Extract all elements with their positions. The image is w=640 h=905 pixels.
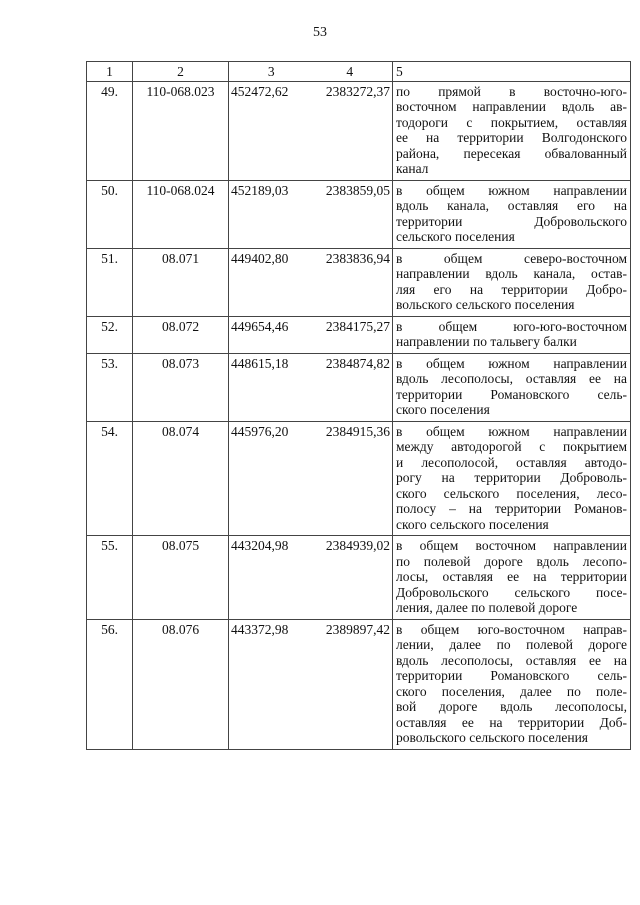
coordinate-x: 449402,80 bbox=[231, 250, 289, 266]
description-line: лении, далее по полевой дороге bbox=[396, 637, 627, 652]
row-number: 53. bbox=[87, 353, 133, 421]
coordinate-y: 2384915,36 bbox=[325, 423, 390, 439]
description-line: восточном направлении вдоль ав- bbox=[396, 99, 627, 114]
boundary-description bbox=[393, 180, 631, 248]
description-line: между автодорогой с покрытием bbox=[396, 439, 627, 454]
description-line: в общем северо-восточном bbox=[396, 250, 627, 266]
description-line: рогу на территории Доброволь- bbox=[396, 470, 627, 485]
table-row bbox=[87, 180, 631, 248]
coordinate-x: 448615,18 bbox=[231, 355, 289, 371]
header-col-5: 5 bbox=[393, 62, 631, 82]
coordinate-y: 2389897,42 bbox=[325, 621, 390, 637]
coordinates-cell bbox=[229, 353, 393, 421]
header-col-4: 4 bbox=[346, 64, 354, 79]
point-id: 08.071 bbox=[133, 248, 229, 316]
coordinates-cell bbox=[229, 81, 393, 180]
description-line: ления, далее по полевой дороге bbox=[396, 600, 578, 615]
row-number: 54. bbox=[87, 421, 133, 536]
description-line: в общем южном направлении bbox=[396, 423, 627, 439]
coordinate-x: 445976,20 bbox=[231, 423, 289, 439]
coordinate-x: 452472,62 bbox=[231, 83, 289, 99]
coordinates-cell bbox=[229, 421, 393, 536]
row-number: 55. bbox=[87, 536, 133, 620]
coordinate-x: 443372,98 bbox=[231, 621, 289, 637]
description-line: в общем южном направлении bbox=[396, 182, 627, 198]
description-line: вдоль лесополосы, оставляя ее на bbox=[396, 652, 627, 668]
header-col-2: 2 bbox=[133, 62, 229, 82]
table-row bbox=[87, 536, 631, 620]
coordinates-cell bbox=[229, 248, 393, 316]
coordinate-y: 2383272,37 bbox=[325, 83, 390, 99]
description-line: ского поселения bbox=[396, 402, 490, 417]
boundary-description bbox=[393, 421, 631, 536]
coordinate-y: 2384175,27 bbox=[325, 318, 390, 334]
description-line: в общем юго-юго-восточном bbox=[396, 318, 627, 334]
description-line: территории Романовского сель- bbox=[396, 386, 627, 402]
point-id: 08.076 bbox=[133, 619, 229, 749]
coordinate-x: 452189,03 bbox=[231, 182, 289, 198]
table-row bbox=[87, 619, 631, 749]
header-col-1: 1 bbox=[87, 62, 133, 82]
description-line: ского поселения, далее по поле- bbox=[396, 683, 627, 699]
boundary-description bbox=[393, 353, 631, 421]
description-line: ляя его на территории Добро- bbox=[396, 281, 627, 297]
coordinate-x: 443204,98 bbox=[231, 538, 289, 553]
table-row bbox=[87, 316, 631, 353]
description-line: оставляя ее на территории Доб- bbox=[396, 714, 627, 730]
row-number: 56. bbox=[87, 619, 133, 749]
description-line: лосы, оставляя ее на территории bbox=[396, 569, 627, 584]
point-id: 08.075 bbox=[133, 536, 229, 620]
row-number: 52. bbox=[87, 316, 133, 353]
boundary-description bbox=[393, 619, 631, 749]
row-number: 51. bbox=[87, 248, 133, 316]
page-number: 53 bbox=[313, 25, 327, 40]
boundary-description-table bbox=[86, 61, 631, 750]
boundary-description bbox=[393, 248, 631, 316]
coordinates-cell bbox=[229, 316, 393, 353]
description-line: полосу – на территории Романов- bbox=[396, 501, 627, 516]
description-line: вдоль канала, оставляя его на bbox=[396, 198, 627, 213]
coordinate-x: 449654,46 bbox=[231, 318, 289, 334]
table-row bbox=[87, 421, 631, 536]
coordinate-y: 2383859,05 bbox=[325, 182, 390, 198]
coordinate-y: 2384939,02 bbox=[325, 538, 390, 553]
description-line: тодороги с покрытием, оставляя bbox=[396, 114, 627, 130]
description-line: сельского поселения bbox=[396, 229, 515, 244]
description-line: направлении вдоль канала, остав- bbox=[396, 266, 627, 281]
coordinates-cell bbox=[229, 180, 393, 248]
table-row bbox=[87, 353, 631, 421]
boundary-description bbox=[393, 81, 631, 180]
point-id: 08.072 bbox=[133, 316, 229, 353]
description-line: ского сельского поселения, лесо- bbox=[396, 485, 627, 501]
point-id: 08.074 bbox=[133, 421, 229, 536]
coordinates-cell bbox=[229, 619, 393, 749]
description-line: ского сельского поселения bbox=[396, 516, 549, 532]
description-line: территории Романовского сель- bbox=[396, 668, 627, 683]
description-line: канал bbox=[396, 161, 429, 176]
description-line: и лесополосой, оставляя автодо- bbox=[396, 454, 627, 470]
point-id: 08.073 bbox=[133, 353, 229, 421]
description-line: в общем юго-восточном направ- bbox=[396, 621, 627, 637]
boundary-description bbox=[393, 536, 631, 620]
header-col-3-4 bbox=[229, 62, 393, 82]
description-line: в общем южном направлении bbox=[396, 355, 627, 371]
header-col-3: 3 bbox=[267, 64, 275, 79]
coordinate-y: 2383836,94 bbox=[325, 250, 390, 266]
table-header-row bbox=[87, 62, 631, 82]
row-number: 49. bbox=[87, 81, 133, 180]
description-line: по прямой в восточно-юго- bbox=[396, 83, 627, 99]
table-row bbox=[87, 248, 631, 316]
description-line: Добровольского сельского посе- bbox=[396, 584, 627, 600]
description-line: в общем восточном направлении bbox=[396, 538, 627, 553]
description-line: ровольского сельского поселения bbox=[396, 730, 589, 745]
description-line: территории Добровольского bbox=[396, 213, 627, 229]
description-line: вольского сельского поселения bbox=[396, 297, 575, 312]
description-line: вдоль лесополосы, оставляя ее на bbox=[396, 371, 627, 386]
description-line: по полевой дороге вдоль лесопо- bbox=[396, 553, 627, 569]
description-line: вой дороге вдоль лесополосы, bbox=[396, 699, 627, 714]
description-line: направлении по тальвегу балки bbox=[396, 334, 577, 349]
description-line: ее на территории Волгодонского bbox=[396, 130, 627, 145]
description-line: района, пересекая обвалованный bbox=[396, 145, 627, 161]
point-id: 110-068.023 bbox=[133, 81, 229, 180]
coordinates-cell bbox=[229, 536, 393, 620]
point-id: 110-068.024 bbox=[133, 180, 229, 248]
coordinate-y: 2384874,82 bbox=[325, 355, 390, 371]
table-row bbox=[87, 81, 631, 180]
boundary-description bbox=[393, 316, 631, 353]
row-number: 50. bbox=[87, 180, 133, 248]
